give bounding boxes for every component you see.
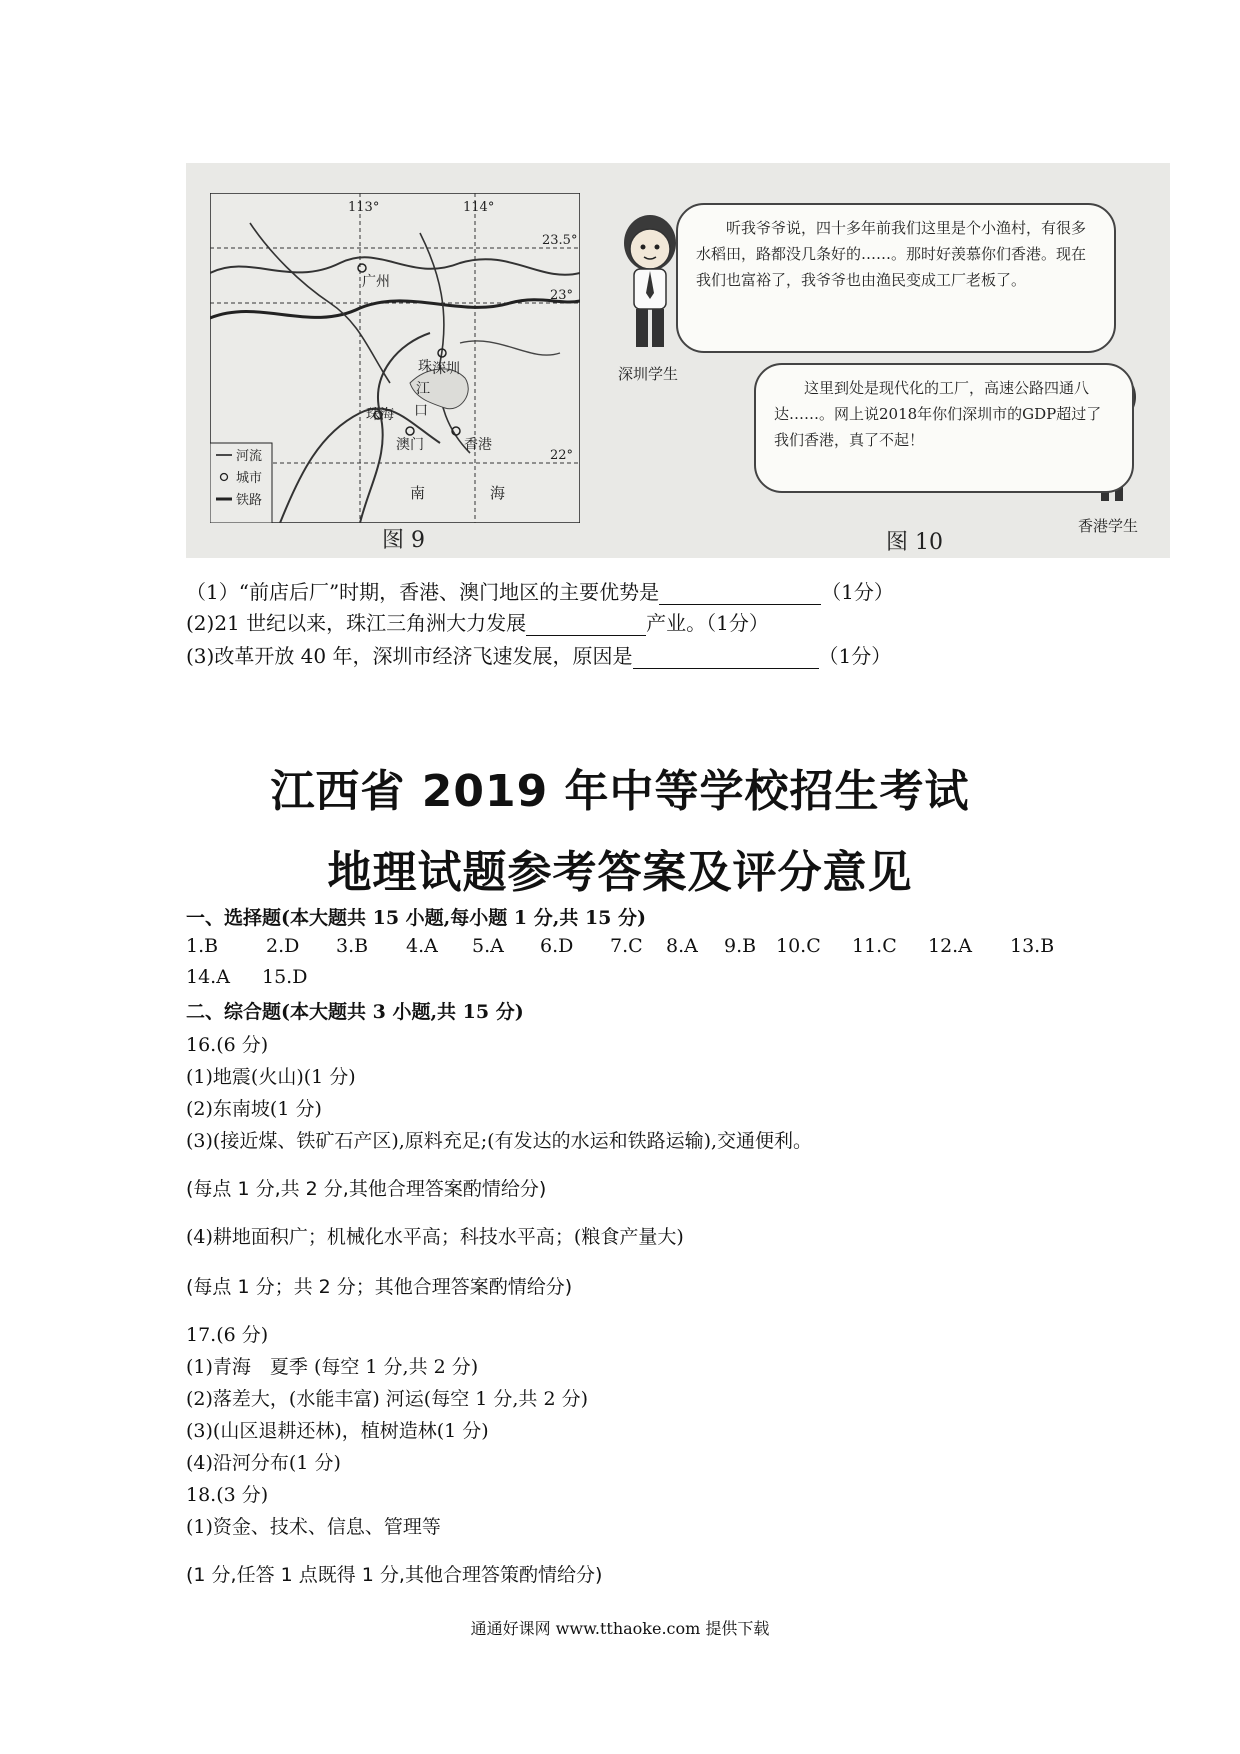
answer-item: 12.A xyxy=(928,935,972,957)
question-1 xyxy=(186,576,894,605)
question-1-score: （1分） xyxy=(821,580,894,604)
answer-line: (2)东南坡(1 分) xyxy=(186,1098,322,1120)
answer-line: (1)地震(火山)(1 分) xyxy=(186,1066,356,1088)
legend-river: 河流 xyxy=(236,449,263,464)
question-2-text: (2)21 世纪以来，珠江三角洲大力发展 xyxy=(186,611,527,635)
scoring-note: (1 分,任答 1 点既得 1 分,其他合理答策酌情给分) xyxy=(186,1564,603,1586)
question-3-text: (3)改革开放 40 年，深圳市经济飞速发展，原因是 xyxy=(186,644,633,668)
hongkong-student-label: 香港学生 xyxy=(1078,517,1139,535)
answer-item: 9.B xyxy=(724,935,757,957)
map-place-label: 珠 xyxy=(418,359,432,375)
map-lon-label: 114° xyxy=(463,200,495,215)
answer-line: 16.(6 分) xyxy=(186,1034,269,1056)
answer-line: (1)青海 夏季 (每空 1 分,共 2 分) xyxy=(186,1356,479,1378)
map-lat-label: 23° xyxy=(550,288,574,303)
scoring-note: (每点 1 分；共 2 分；其他合理答案酌情给分) xyxy=(186,1276,573,1298)
answer-key-title: 地理试题参考答案及评分意见 xyxy=(327,847,913,898)
answer-line: 17.(6 分) xyxy=(186,1324,269,1346)
map-city-label: 澳门 xyxy=(396,437,424,453)
answer-item: 5.A xyxy=(472,935,504,957)
question-3-blank[interactable] xyxy=(633,644,819,669)
answer-item: 8.A xyxy=(666,935,698,957)
map-place-label: 口 xyxy=(414,403,428,419)
answer-line: (4)沿河分布(1 分) xyxy=(186,1452,341,1474)
answer-item: 14.A xyxy=(186,966,230,988)
question-1-blank[interactable] xyxy=(659,580,821,605)
legend-city: 城市 xyxy=(236,471,263,486)
question-2 xyxy=(186,607,769,636)
map-city-label: 珠海 xyxy=(366,407,394,423)
exam-title: 江西省 2019 年中等学校招生考试 xyxy=(270,766,970,817)
map-place-label: 海 xyxy=(490,484,506,502)
answer-item: 13.B xyxy=(1010,935,1055,957)
shenzhen-student-label: 深圳学生 xyxy=(618,365,679,383)
question-3-score: （1分） xyxy=(818,644,892,668)
answer-line: 18.(3 分) xyxy=(186,1484,269,1506)
answer-line: (1)资金、技术、信息、管理等 xyxy=(186,1516,441,1538)
speech-bubble-shenzhen: 听我爷爷说，四十多年前我们这里是个小渔村，有很多水稻田，路都没几条好的……。那时好羡慕你们香港。现在我们也富裕了，我爷爷也由渔民变成工厂老板了。 xyxy=(676,203,1116,353)
map-lat-label: 22° xyxy=(550,448,574,463)
answer-line: (3)(山区退耕还林)，植树造林(1 分) xyxy=(186,1420,489,1442)
figure-10-caption: 图 10 xyxy=(886,530,943,555)
figure-photo xyxy=(186,163,1170,558)
legend-railway: 铁路 xyxy=(236,493,263,508)
answer-item: 7.C xyxy=(610,935,643,957)
question-3 xyxy=(186,640,891,669)
question-2-tail: 产业。（1分） xyxy=(646,611,769,635)
answer-item: 15.D xyxy=(262,966,308,988)
answer-item: 10.C xyxy=(776,935,821,957)
answer-item: 1.B xyxy=(186,935,219,957)
answer-line: (2)落差大，(水能丰富) 河运(每空 1 分,共 2 分) xyxy=(186,1388,588,1410)
map-city-label: 香港 xyxy=(464,437,492,453)
footer-source: 通通好课网 www.tthaoke.com 提供下载 xyxy=(470,1619,770,1638)
map-city-label: 广州 xyxy=(362,274,390,290)
section-2-heading: 二、综合题(本大题共 3 小题,共 15 分) xyxy=(186,1001,524,1023)
map-figure-9 xyxy=(210,193,580,523)
answer-item: 2.D xyxy=(266,935,300,957)
section-1-heading: 一、选择题(本大题共 15 小题,每小题 1 分,共 15 分) xyxy=(186,907,646,929)
map-lon-label: 113° xyxy=(348,200,380,215)
map-city-label: 深圳 xyxy=(432,361,460,377)
map-place-label: 南 xyxy=(410,484,426,502)
question-1-text: （1）“前店后厂”时期，香港、澳门地区的主要优势是 xyxy=(186,580,660,604)
map-lat-label: 23.5° xyxy=(542,233,578,248)
figure-9-caption: 图 9 xyxy=(382,528,425,553)
scoring-note: (每点 1 分,共 2 分,其他合理答案酌情给分) xyxy=(186,1178,547,1200)
answer-line: (3)(接近煤、铁矿石产区),原料充足;(有发达的水运和铁路运输),交通便利。 xyxy=(186,1130,813,1152)
answer-item: 3.B xyxy=(336,935,369,957)
answer-line: (4)耕地面积广；机械化水平高；科技水平高；(粮食产量大) xyxy=(186,1226,684,1248)
map-place-label: 江 xyxy=(416,381,430,397)
answer-item: 6.D xyxy=(540,935,574,957)
question-2-blank[interactable] xyxy=(526,611,646,636)
answer-item: 4.A xyxy=(406,935,438,957)
speech-bubble-hongkong: 这里到处是现代化的工厂，高速公路四通八达……。网上说2018年你们深圳市的GDP超过了我们香港，真了不起！ xyxy=(754,363,1134,493)
answer-item: 11.C xyxy=(852,935,897,957)
